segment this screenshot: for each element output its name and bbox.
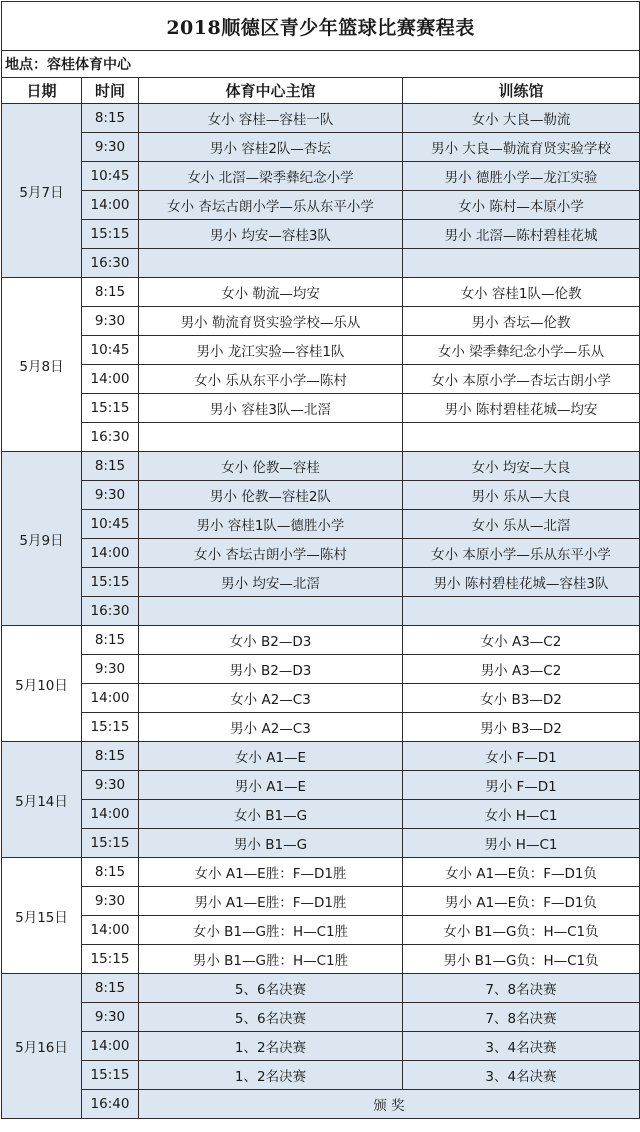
time-cell: 16:30: [82, 597, 139, 626]
time-cell: 14:00: [82, 365, 139, 394]
training-hall-match: [403, 597, 640, 626]
training-hall-match: 女小 B3—D2: [403, 684, 640, 713]
main-hall-match: 男小 容桂1队—德胜小学: [139, 510, 403, 539]
training-hall-match: 男小 德胜小学—龙江实验: [403, 162, 640, 191]
main-hall-match: 女小 B1—G: [139, 800, 403, 829]
schedule-row: [2, 423, 640, 452]
schedule-row: [2, 829, 640, 858]
main-hall-match: 女小 A1—E胜：F—D1胜: [139, 858, 403, 887]
schedule-row: [2, 278, 640, 307]
date-cell: 5月7日: [2, 104, 82, 278]
main-hall-match: 男小 容桂3队—北滘: [139, 394, 403, 423]
schedule-row: [2, 655, 640, 684]
main-hall-match: [139, 249, 403, 278]
time-cell: 9:30: [82, 1003, 139, 1032]
main-hall-match: 男小 均安—北滘: [139, 568, 403, 597]
schedule-row: [2, 1003, 640, 1032]
time-cell: 8:15: [82, 452, 139, 481]
schedule-row: [2, 162, 640, 191]
main-hall-match: 女小 B2—D3: [139, 626, 403, 655]
training-hall-match: 男小 北滘—陈村碧桂花城: [403, 220, 640, 249]
schedule-row: [2, 626, 640, 655]
main-hall-match: 5、6名决赛: [139, 1003, 403, 1032]
training-hall-match: 女小 F—D1: [403, 742, 640, 771]
date-cell: 5月14日: [2, 742, 82, 858]
main-hall-match: 女小 伦教—容桂: [139, 452, 403, 481]
time-cell: 8:15: [82, 278, 139, 307]
training-hall-match: 女小 本原小学—杏坛古朗小学: [403, 365, 640, 394]
training-hall-match: 女小 均安—大良: [403, 452, 640, 481]
main-hall-match: 女小 容桂—容桂一队: [139, 104, 403, 133]
time-cell: 14:00: [82, 539, 139, 568]
training-hall-match: 女小 容桂1队—伦教: [403, 278, 640, 307]
training-hall-match: 男小 A3—C2: [403, 655, 640, 684]
schedule-row: [2, 713, 640, 742]
training-hall-match: 3、4名决赛: [403, 1061, 640, 1090]
award-ceremony-cell: 颁 奖: [139, 1090, 640, 1119]
schedule-row: [2, 568, 640, 597]
date-cell: 5月16日: [2, 974, 82, 1119]
schedule-row: [2, 133, 640, 162]
schedule-row: [2, 945, 640, 974]
main-hall-match: 女小 杏坛古朗小学—乐从东平小学: [139, 191, 403, 220]
training-hall-match: 女小 乐从—北滘: [403, 510, 640, 539]
training-hall-match: 7、8名决赛: [403, 1003, 640, 1032]
schedule-body: [2, 104, 640, 1119]
time-cell: 15:15: [82, 220, 139, 249]
table-title: 2018顺德区青少年篮球比赛赛程表: [2, 2, 640, 51]
schedule-row: [2, 1032, 640, 1061]
venue-label: 地点：容桂体育中心: [2, 51, 640, 78]
training-hall-match: 女小 本原小学—乐从东平小学: [403, 539, 640, 568]
header-date: 日期: [2, 78, 82, 104]
time-cell: 9:30: [82, 481, 139, 510]
time-cell: 16:30: [82, 249, 139, 278]
schedule-row: [2, 974, 640, 1003]
schedule-row: [2, 887, 640, 916]
time-cell: 8:15: [82, 104, 139, 133]
venue-row: [2, 51, 640, 78]
time-cell: 8:15: [82, 626, 139, 655]
main-hall-match: 女小 A1—E: [139, 742, 403, 771]
time-cell: 16:30: [82, 423, 139, 452]
training-hall-match: 男小 杏坛—伦教: [403, 307, 640, 336]
main-hall-match: 女小 A2—C3: [139, 684, 403, 713]
time-cell: 16:40: [82, 1090, 139, 1119]
header-time: 时间: [82, 78, 139, 104]
schedule-row: [2, 307, 640, 336]
time-cell: 9:30: [82, 771, 139, 800]
time-cell: 15:15: [82, 568, 139, 597]
time-cell: 10:45: [82, 162, 139, 191]
schedule-row: [2, 481, 640, 510]
schedule-row: [2, 800, 640, 829]
main-hall-match: 男小 均安—容桂3队: [139, 220, 403, 249]
training-hall-match: 男小 B3—D2: [403, 713, 640, 742]
schedule-row: [2, 916, 640, 945]
training-hall-match: 3、4名决赛: [403, 1032, 640, 1061]
schedule-row: [2, 742, 640, 771]
main-hall-match: 女小 勒流—均安: [139, 278, 403, 307]
schedule-row: [2, 684, 640, 713]
training-hall-match: [403, 423, 640, 452]
schedule-row: [2, 597, 640, 626]
schedule-row: [2, 104, 640, 133]
time-cell: 15:15: [82, 829, 139, 858]
date-cell: 5月10日: [2, 626, 82, 742]
main-hall-match: 男小 A1—E: [139, 771, 403, 800]
time-cell: 8:15: [82, 858, 139, 887]
main-hall-match: 男小 B1—G: [139, 829, 403, 858]
training-hall-match: 女小 A3—C2: [403, 626, 640, 655]
time-cell: 14:00: [82, 191, 139, 220]
time-cell: 8:15: [82, 742, 139, 771]
schedule-row: [2, 539, 640, 568]
schedule-row: [2, 249, 640, 278]
date-cell: 5月8日: [2, 278, 82, 452]
main-hall-match: 1、2名决赛: [139, 1032, 403, 1061]
training-hall-match: 男小 B1—G负：H—C1负: [403, 945, 640, 974]
training-hall-match: 女小 梁季彝纪念小学—乐从: [403, 336, 640, 365]
main-hall-match: 男小 勒流育贤实验学校—乐从: [139, 307, 403, 336]
main-hall-match: 男小 龙江实验—容桂1队: [139, 336, 403, 365]
time-cell: 10:45: [82, 336, 139, 365]
main-hall-match: 男小 A1—E胜：F—D1胜: [139, 887, 403, 916]
header-row: [2, 78, 640, 104]
main-hall-match: 女小 B1—G胜：H—C1胜: [139, 916, 403, 945]
header-main-hall: 体育中心主馆: [139, 78, 403, 104]
time-cell: 10:45: [82, 510, 139, 539]
schedule-row: [2, 771, 640, 800]
time-cell: 15:15: [82, 945, 139, 974]
date-cell: 5月15日: [2, 858, 82, 974]
schedule-row: [2, 858, 640, 887]
training-hall-match: 女小 大良—勒流: [403, 104, 640, 133]
training-hall-match: 男小 H—C1: [403, 829, 640, 858]
main-hall-match: [139, 423, 403, 452]
time-cell: 14:00: [82, 916, 139, 945]
time-cell: 14:00: [82, 800, 139, 829]
training-hall-match: 女小 A1—E负：F—D1负: [403, 858, 640, 887]
date-cell: 5月9日: [2, 452, 82, 626]
time-cell: 9:30: [82, 133, 139, 162]
training-hall-match: 男小 A1—E负：F—D1负: [403, 887, 640, 916]
training-hall-match: 女小 陈村—本原小学: [403, 191, 640, 220]
time-cell: 9:30: [82, 887, 139, 916]
training-hall-match: 男小 陈村碧桂花城—容桂3队: [403, 568, 640, 597]
schedule-row: [2, 336, 640, 365]
main-hall-match: 5、6名决赛: [139, 974, 403, 1003]
time-cell: 15:15: [82, 1061, 139, 1090]
training-hall-match: [403, 249, 640, 278]
header-training-hall: 训练馆: [403, 78, 640, 104]
schedule-row: [2, 394, 640, 423]
main-hall-match: 男小 A2—C3: [139, 713, 403, 742]
training-hall-match: 男小 乐从—大良: [403, 481, 640, 510]
time-cell: 15:15: [82, 394, 139, 423]
time-cell: 8:15: [82, 974, 139, 1003]
main-hall-match: 男小 伦教—容桂2队: [139, 481, 403, 510]
training-hall-match: 男小 陈村碧桂花城—均安: [403, 394, 640, 423]
main-hall-match: 女小 北滘—梁季彝纪念小学: [139, 162, 403, 191]
time-cell: 14:00: [82, 684, 139, 713]
main-hall-match: 男小 B1—G胜：H—C1胜: [139, 945, 403, 974]
main-hall-match: 男小 容桂2队—杏坛: [139, 133, 403, 162]
title-row: [2, 2, 640, 51]
main-hall-match: 女小 杏坛古朗小学—陈村: [139, 539, 403, 568]
schedule-row: [2, 452, 640, 481]
training-hall-match: 男小 F—D1: [403, 771, 640, 800]
schedule-row: [2, 1061, 640, 1090]
main-hall-match: 1、2名决赛: [139, 1061, 403, 1090]
time-cell: 15:15: [82, 713, 139, 742]
training-hall-match: 女小 B1—G负：H—C1负: [403, 916, 640, 945]
schedule-row: [2, 1090, 640, 1119]
schedule-row: [2, 220, 640, 249]
main-hall-match: 男小 B2—D3: [139, 655, 403, 684]
training-hall-match: 7、8名决赛: [403, 974, 640, 1003]
training-hall-match: 女小 H—C1: [403, 800, 640, 829]
time-cell: 9:30: [82, 307, 139, 336]
training-hall-match: 男小 大良—勒流育贤实验学校: [403, 133, 640, 162]
schedule-row: [2, 365, 640, 394]
schedule-row: [2, 510, 640, 539]
time-cell: 9:30: [82, 655, 139, 684]
schedule-table: [1, 1, 640, 1119]
main-hall-match: 女小 乐从东平小学—陈村: [139, 365, 403, 394]
schedule-row: [2, 191, 640, 220]
time-cell: 14:00: [82, 1032, 139, 1061]
main-hall-match: [139, 597, 403, 626]
